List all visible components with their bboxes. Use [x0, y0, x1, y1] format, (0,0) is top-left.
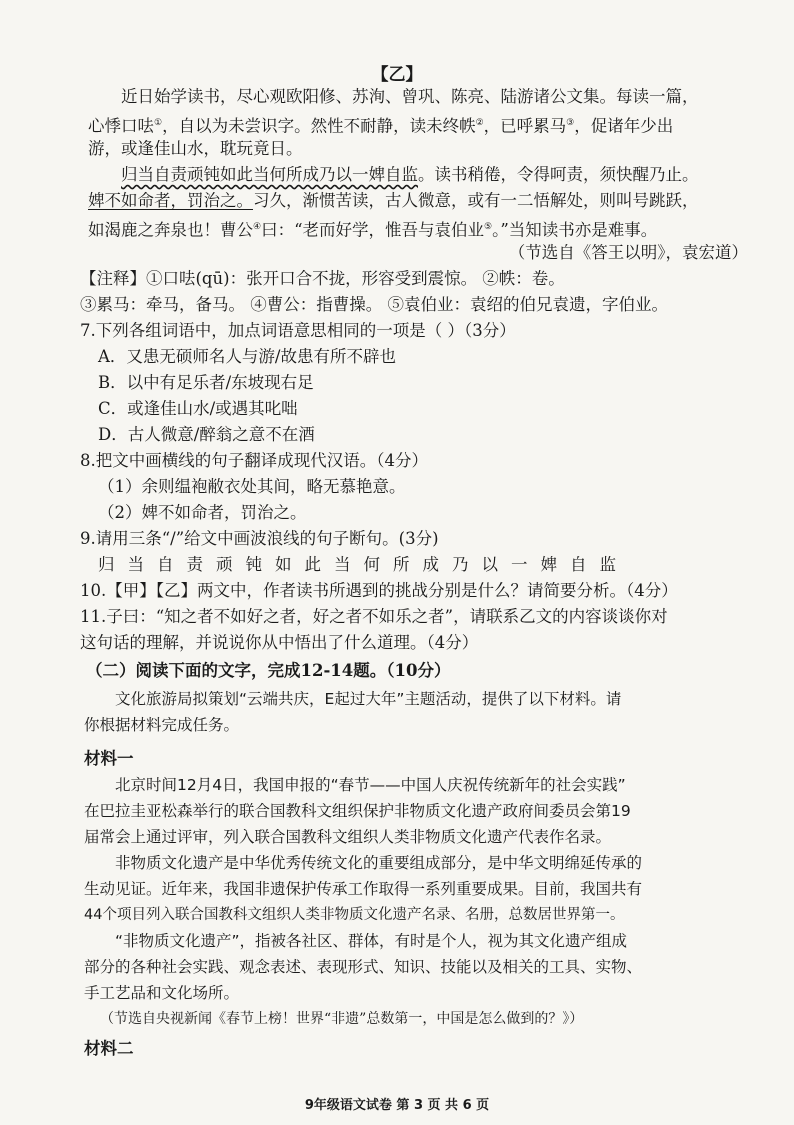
question-11-line2: 这句话的理解，并说说你从中悟出了什么道理。（4分） — [80, 633, 479, 652]
passage-yi-title: 【乙】 — [371, 65, 423, 85]
m1-p3-line3: 手工艺品和文化场所。 — [84, 984, 240, 1002]
yi-para2-line3: 如渴鹿之奔泉也！曹公④曰：“老而好学，惟吾与袁伯业⑤。”当知读书亦是难事。 — [88, 220, 658, 240]
m1-p1-line1: 北京时间12月4日，我国申报的“春节——中国人庆祝传统新年的社会实践” — [115, 776, 626, 794]
question-9: 9.请用三条“/”给文中画波浪线的句子断句。(3分) — [80, 529, 439, 548]
q8-item-2: （2）婢不如命者，罚治之。 — [98, 503, 307, 522]
underlined-sentence: 婢不如命者，罚治之。 — [88, 191, 253, 210]
yi-para2-line1: 归当自责顽钝如此当何所成乃以一婢自监。读书稍倦，令得呵责，须快醒乃止。 — [121, 165, 699, 184]
m1-p2-line1: 非物质文化遗产是中华优秀传统文化的重要组成部分，是中华文明绵延传承的 — [115, 854, 643, 872]
q8-item-1: （1）余则缊袍敝衣处其间，略无慕艳意。 — [98, 477, 406, 496]
notes-line2: ③累马：牵马，备马。 ④曹公：指曹操。 ⑤袁伯业：袁绍的伯兄袁遗，字伯业。 — [80, 295, 668, 314]
section2-intro-line1: 文化旅游局拟策划“云端共庆，E起过大年”主题活动，提供了以下材料。请 — [115, 690, 622, 708]
q7-option-d: D．古人微意/醉翁之意不在酒 — [98, 425, 315, 444]
m1-p2-line3: 44个项目列入联合国教科文组织人类非物质文化遗产名录、名册，总数居世界第一。 — [84, 907, 625, 923]
m1-source: （节选自央视新闻《春节上榜！世界“非遗”总数第一，中国是怎么做到的？》） — [100, 1011, 584, 1027]
m1-p1-line2: 在巴拉圭亚松森举行的联合国教科文组织保护非物质文化遗产政府间委员会第19 — [84, 802, 631, 820]
q9-sentence: 归当自责顽钝如此当何所成乃以一婢自监 — [98, 555, 629, 574]
wavy-sentence: 归当自责顽钝如此当何所成乃以一婢自监 — [121, 165, 418, 184]
q7-option-a: A．又患无硕师名人与游/故患有所不辟也 — [98, 347, 396, 366]
question-11-line1: 11.子曰：“知之者不如好之者，好之者不如乐之者”，请联系乙文的内容谈谈你对 — [80, 607, 668, 626]
question-7: 7.下列各组词语中，加点词语意思相同的一项是（ ）（3分） — [80, 321, 516, 340]
yi-source: （节选自《答王以明》，袁宏道） — [508, 243, 748, 262]
m1-p1-line3: 届常会上通过评审，列入联合国教科文组织人类非物质文化遗产代表作名录。 — [84, 828, 612, 846]
m1-p2-line2: 生动见证。近年来，我国非遗保护传承工作取得一系列重要成果。目前，我国共有 — [84, 880, 643, 898]
q7-option-b: B．以中有足乐者/东坡现右足 — [98, 373, 314, 392]
yi-para1-line3: 游，或逢佳山水，耽玩竟日。 — [88, 139, 303, 158]
question-10: 10.【甲】【乙】两文中，作者读书所遇到的挑战分别是什么？请简要分析。（4分） — [80, 581, 678, 600]
m1-p3-line2: 部分的各种社会实践、观念表述、表现形式、知识、技能以及相关的工具、实物、 — [84, 958, 643, 976]
q7-option-c: C．或逢佳山水/或遇其叱咄 — [98, 399, 298, 418]
material1-heading: 材料一 — [84, 749, 134, 768]
question-8: 8.把文中画横线的句子翻译成现代汉语。（4分） — [80, 451, 428, 470]
material2-heading: 材料二 — [84, 1039, 134, 1058]
page-footer: 9年级语文试卷 第 3 页 共 6 页 — [304, 1098, 490, 1113]
yi-para2-line2: 婢不如命者，罚治之。习久，渐惯苦读，古人微意，或有一二悟解处，则叫号跳跃， — [88, 191, 699, 210]
yi-para1-line2: 心悸口呿①，自以为未尝识字。然性不耐静，读未终帙②，已呼累马③，促诸年少出 — [88, 116, 674, 136]
section2-intro-line2: 你根据材料完成任务。 — [84, 716, 240, 734]
section2-heading: （二）阅读下面的文字，完成12-14题。（10分） — [86, 661, 451, 680]
yi-para1-line1: 近日始学读书，尽心观欧阳修、苏洵、曾巩、陈亮、陆游诸公文集。每读一篇， — [121, 87, 699, 106]
m1-p3-line1: “非物质文化遗产”，指被各社区、群体，有时是个人，视为其文化遗产组成 — [115, 932, 628, 950]
notes-line1: 【注释】①口呿(qū)：张开口合不拢，形容受到震惊。 ②帙：卷。 — [80, 269, 565, 288]
